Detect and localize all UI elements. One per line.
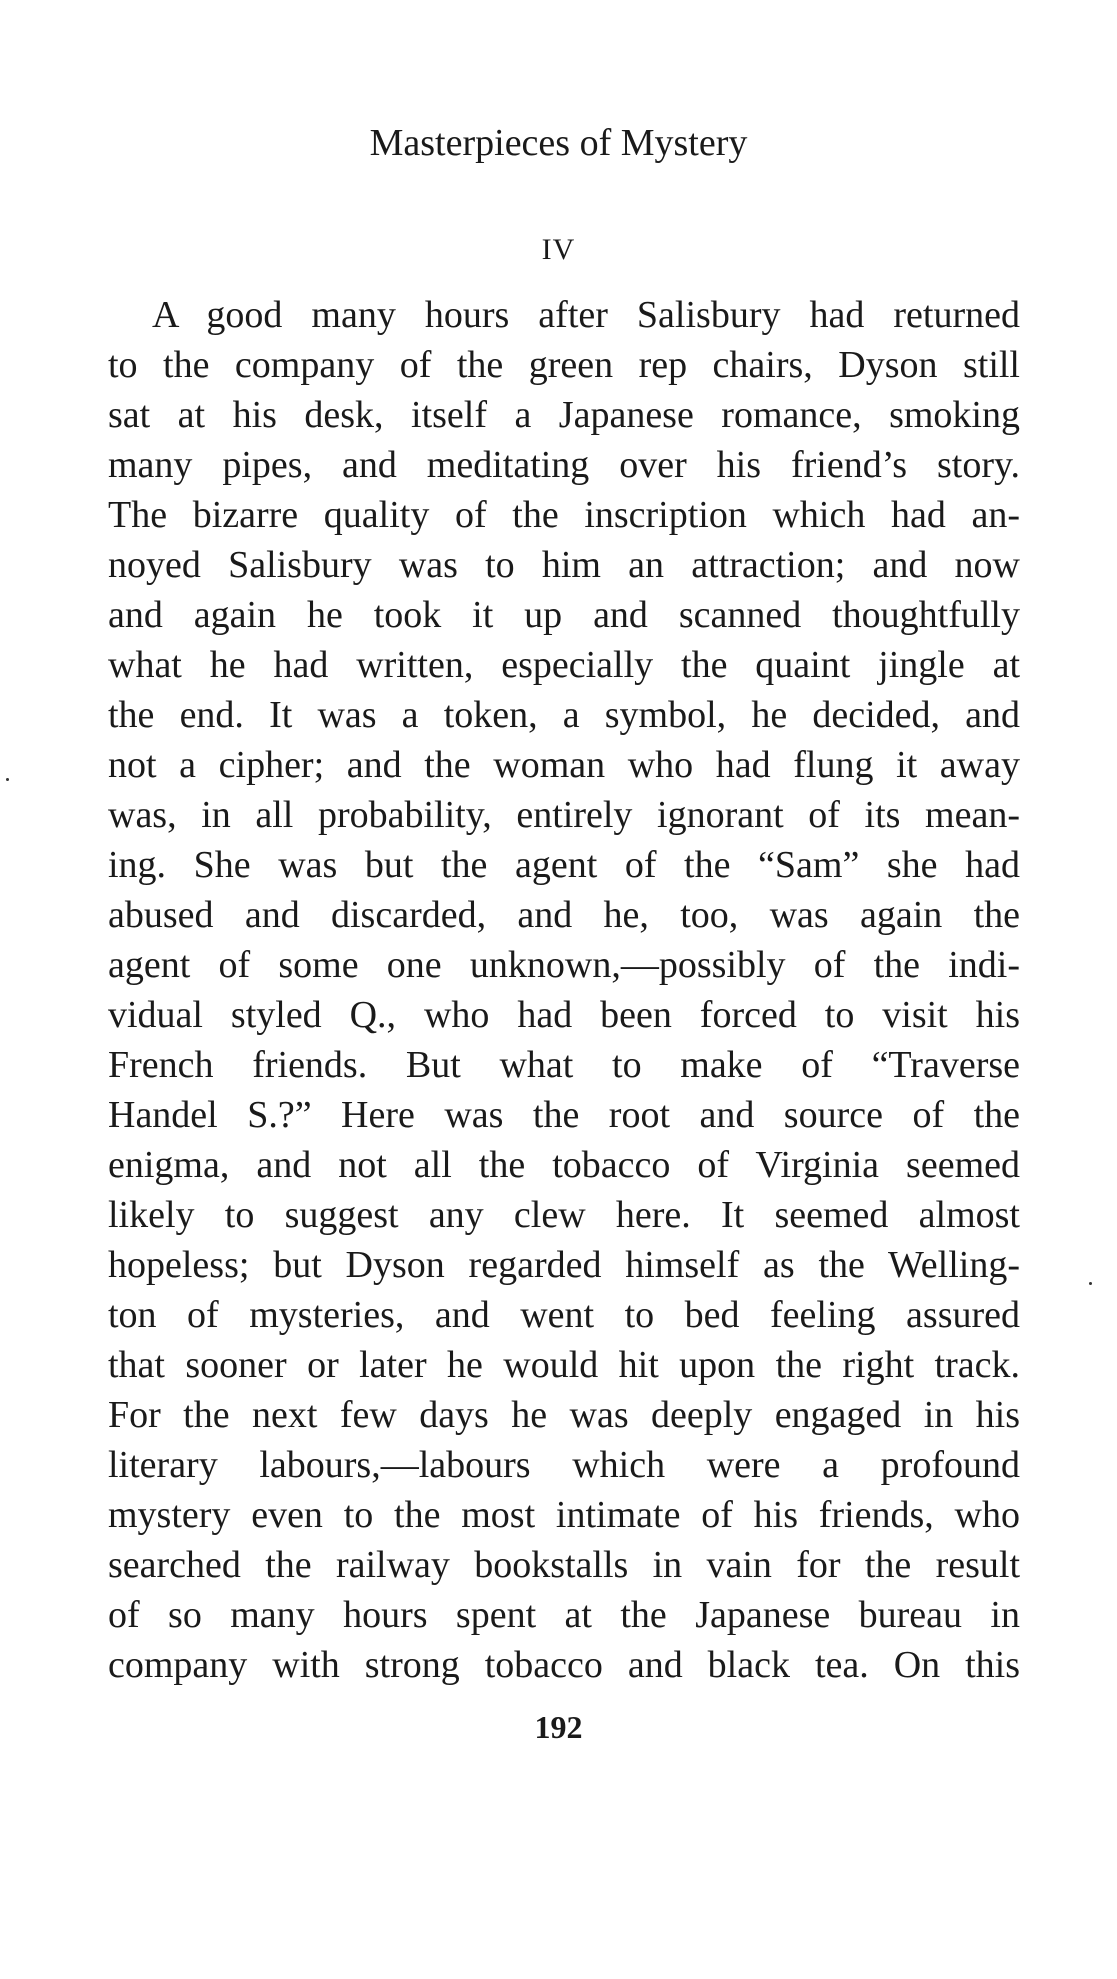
text-line: noyed Salisbury was to him an attraction; and now [108,544,1020,586]
text-line: the end. It was a token, a symbol, he decided, and [108,694,1020,736]
text-line: agent of some one unknown,—possibly of the indi- [108,944,1020,986]
text-line: that sooner or later he would hit upon the right track. [108,1344,1020,1386]
chapter-number: IV [541,233,576,266]
text-line: not a cipher; and the woman who had flung it away [108,744,1020,786]
page-number: 192 [534,1709,583,1745]
text-line: abused and discarded, and he, too, was again the [108,894,1020,936]
running-head: Masterpieces of Mystery [369,122,748,164]
text-line: literary labours,—labours which were a profound [108,1444,1020,1486]
text-line: what he had written, especially the quaint jingle at [108,644,1020,686]
text-line: For the next few days he was deeply engaged in his [108,1394,1020,1436]
text-line: French friends. But what to make of “Traverse [108,1044,1020,1086]
scan-speck [6,778,9,781]
text-line: vidual styled Q., who had been forced to visit his [108,994,1020,1036]
body-text [108,290,1020,1690]
text-line: and again he took it up and scanned thoughtfully [108,594,1020,636]
text-line: of so many hours spent at the Japanese bureau in [108,1594,1020,1636]
text-line: ing. She was but the agent of the “Sam” she had [108,844,1020,886]
text-line: enigma, and not all the tobacco of Virginia seemed [108,1144,1020,1186]
text-line: to the company of the green rep chairs, Dyson still [108,344,1020,386]
text-line: The bizarre quality of the inscription which had an- [108,494,1020,536]
text-line: ton of mysteries, and went to bed feeling assured [108,1294,1020,1336]
text-line: hopeless; but Dyson regarded himself as the Welling- [108,1244,1020,1286]
text-line: A good many hours after Salisbury had returned [152,294,1020,336]
text-line: likely to suggest any clew here. It seemed almost [108,1194,1020,1236]
text-line: Handel S.?” Here was the root and source of the [108,1094,1020,1136]
text-line: sat at his desk, itself a Japanese romance, smoking [108,394,1020,436]
text-line: mystery even to the most intimate of his friends, who [108,1494,1020,1536]
scan-speck [1089,1282,1092,1285]
text-line: company with strong tobacco and black tea. On this [108,1644,1020,1686]
text-line: many pipes, and meditating over his friend’s story. [108,444,1020,486]
text-line: was, in all probability, entirely ignorant of its mean- [108,794,1020,836]
text-line: searched the railway bookstalls in vain for the result [108,1544,1020,1586]
